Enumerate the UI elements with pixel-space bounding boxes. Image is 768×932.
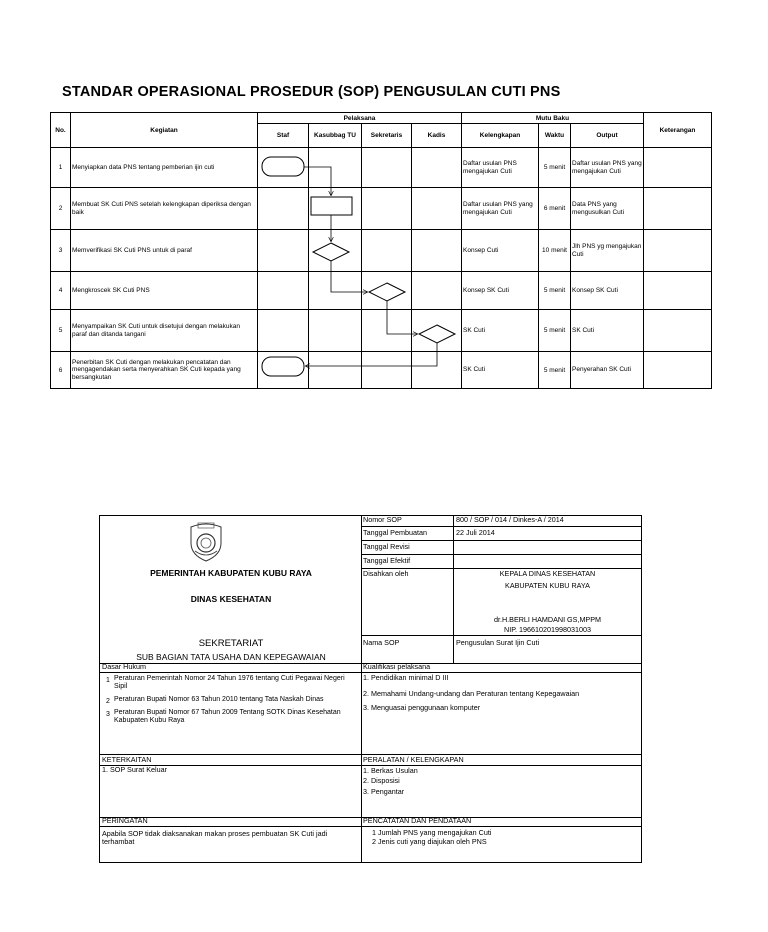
header-keterangan: Keterangan bbox=[644, 113, 712, 148]
page-title: STANDAR OPERASIONAL PROSEDUR (SOP) PENGUSULAN CUTI PNS bbox=[62, 84, 561, 100]
peralatan-item: 1. Berkas Usulan bbox=[363, 766, 418, 775]
row-output: Penyerahan SK Cuti bbox=[571, 352, 644, 389]
disahkan-line2: KABUPATEN KUBU RAYA bbox=[505, 581, 590, 590]
row-kelengkapan: Konsep Cuti bbox=[462, 230, 539, 272]
keterkaitan-value: 1. SOP Surat Keluar bbox=[102, 765, 167, 774]
peralatan-item: 2. Disposisi bbox=[363, 776, 400, 785]
kubu-raya-emblem-icon bbox=[187, 521, 225, 563]
header-sekretaris: Sekretaris bbox=[362, 124, 412, 148]
row-waktu: 5 menit bbox=[539, 310, 571, 352]
org-name: PEMERINTAH KABUPATEN KUBU RAYA bbox=[150, 568, 312, 578]
table-row bbox=[51, 188, 712, 230]
row-no: 6 bbox=[51, 352, 71, 389]
header-mutu-baku: Mutu Baku bbox=[462, 113, 644, 124]
disahkan-line1: KEPALA DINAS KESEHATAN bbox=[499, 569, 596, 578]
tgl-pembuatan-value: 22 Juli 2014 bbox=[456, 528, 495, 537]
row-output: Konsep SK Cuti bbox=[571, 272, 644, 310]
row-keterangan bbox=[644, 272, 712, 310]
row-waktu: 6 menit bbox=[539, 188, 571, 230]
header-kegiatan: Kegiatan bbox=[71, 113, 258, 148]
row-kegiatan: Memverifikasi SK Cuti PNS untuk di paraf bbox=[71, 230, 258, 272]
row-no: 3 bbox=[51, 230, 71, 272]
nomor-sop-label: Nomor SOP bbox=[363, 515, 402, 524]
tgl-revisi-label: Tanggal Revisi bbox=[363, 542, 410, 551]
row-waktu: 10 menit bbox=[539, 230, 571, 272]
dept-name: DINAS KESEHATAN bbox=[190, 594, 272, 604]
peringatan-value: Apabila SOP tidak diaksanakan makan proses pembuatan SK Cuti jadi terhambat bbox=[102, 829, 328, 846]
row-kegiatan: Membuat SK Cuti PNS setelah kelengkapan diperiksa dengan baik bbox=[71, 188, 258, 230]
pencatatan-item: 2 Jenis cuti yang diajukan oleh PNS bbox=[372, 837, 487, 846]
kualifikasi-label: Kualifikasi pelaksana bbox=[363, 662, 431, 671]
row-kelengkapan: Konsep SK Cuti bbox=[462, 272, 539, 310]
nomor-sop-value: 800 / SOP / 014 / Dinkes-A / 2014 bbox=[456, 515, 564, 524]
table-row bbox=[51, 148, 712, 188]
header-no: No. bbox=[51, 113, 71, 148]
sop-flow-table bbox=[50, 112, 712, 389]
header-kelengkapan: Kelengkapan bbox=[462, 124, 539, 148]
row-waktu: 5 menit bbox=[539, 272, 571, 310]
sub-division-name: SUB BAGIAN TATA USAHA DAN KEPEGAWAIAN bbox=[136, 652, 326, 662]
row-kelengkapan: Daftar usulan PNS mengajukan Cuti bbox=[462, 148, 539, 188]
row-keterangan bbox=[644, 230, 712, 272]
row-kegiatan: Penerbitan SK Cuti dengan melakukan pencatatan dan mengagendakan serta menyerahkan SK Cuti kepada yang bersangkutan bbox=[71, 352, 258, 389]
row-kegiatan: Mengkroscek SK Cuti PNS bbox=[71, 272, 258, 310]
kualifikasi-item: 1. Pendidikan minimal D III bbox=[363, 673, 449, 682]
row-no: 5 bbox=[51, 310, 71, 352]
nama-sop-value: Pengusulan Surat Ijin Cuti bbox=[456, 638, 540, 647]
nama-sop-label: Nama SOP bbox=[363, 638, 400, 647]
row-keterangan bbox=[644, 352, 712, 389]
header-kadis: Kadis bbox=[412, 124, 462, 148]
sop-identity-box bbox=[99, 515, 642, 863]
row-no: 1 bbox=[51, 148, 71, 188]
table-row bbox=[51, 230, 712, 272]
list-item: 3 Peraturan Bupati Nomor 67 Tahun 2009 Tentang SOTK Dinas Kesehatan Kabupaten Kubu Raya bbox=[106, 709, 341, 724]
header-pelaksana: Pelaksana bbox=[258, 113, 462, 124]
row-no: 4 bbox=[51, 272, 71, 310]
row-kelengkapan: SK Cuti bbox=[462, 352, 539, 389]
row-kegiatan: Menyiapkan data PNS tentang pemberian ijin cuti bbox=[71, 148, 258, 188]
peralatan-label: PERALATAN / KELENGKAPAN bbox=[363, 755, 464, 764]
header-output: Output bbox=[571, 124, 644, 148]
row-no: 2 bbox=[51, 188, 71, 230]
row-keterangan bbox=[644, 188, 712, 230]
kualifikasi-item: 2. Memahami Undang-undang dan Peraturan tentang Kepegawaian bbox=[363, 689, 580, 698]
row-waktu: 5 menit bbox=[539, 148, 571, 188]
tgl-efektif-label: Tanggal Efektif bbox=[363, 556, 411, 565]
keterkaitan-label: KETERKAITAN bbox=[102, 755, 152, 764]
pencatatan-item: 1 Jumlah PNS yang mengajukan Cuti bbox=[372, 828, 492, 837]
row-kelengkapan: SK Cuti bbox=[462, 310, 539, 352]
row-waktu: 5 menit bbox=[539, 352, 571, 389]
row-kegiatan: Menyampaikan SK Cuti untuk disetujui dengan melakukan paraf dan ditanda tangani bbox=[71, 310, 258, 352]
dasar-hukum-label: Dasar Hukum bbox=[102, 662, 146, 671]
list-item: 1 Peraturan Pemerintah Nomor 24 Tahun 1976 tentang Cuti Pegawai Negeri Sipil bbox=[106, 675, 345, 690]
table-row bbox=[51, 310, 712, 352]
peringatan-label: PERINGATAN bbox=[102, 816, 148, 825]
row-output: Daftar usulan PNS yang mengajukan Cuti bbox=[571, 148, 644, 188]
row-kelengkapan: Daftar usulan PNS yang mengajukan Cuti bbox=[462, 188, 539, 230]
header-kasubbag: Kasubbag TU bbox=[309, 124, 362, 148]
peralatan-item: 3. Pengantar bbox=[363, 787, 405, 796]
row-output: SK Cuti bbox=[571, 310, 644, 352]
pencatatan-label: PENCATATAN DAN PENDATAAN bbox=[363, 816, 472, 825]
list-item: 2 Peraturan Bupati Nomor 63 Tahun 2010 tentang Tata Naskah Dinas bbox=[106, 696, 324, 705]
row-keterangan bbox=[644, 310, 712, 352]
table-row bbox=[51, 352, 712, 389]
dasar-hukum-list bbox=[106, 675, 356, 730]
kualifikasi-item: 3. Menguasai penggunaan komputer bbox=[363, 703, 481, 712]
header-staf: Staf bbox=[258, 124, 309, 148]
row-output: Jlh PNS yg mengajukan Cuti bbox=[571, 230, 644, 272]
row-output: Data PNS yang mengusulkan Cuti bbox=[571, 188, 644, 230]
division-name: SEKRETARIAT bbox=[198, 638, 264, 649]
table-row bbox=[51, 272, 712, 310]
disahkan-label: Disahkan oleh bbox=[363, 569, 409, 578]
signer-nip: NIP. 196610201998031003 bbox=[504, 625, 591, 634]
header-waktu: Waktu bbox=[539, 124, 571, 148]
row-keterangan bbox=[644, 148, 712, 188]
signer-name: dr.H.BERLI HAMDANI GS,MPPM bbox=[493, 615, 602, 624]
tgl-pembuatan-label: Tanggal Pembuatan bbox=[363, 528, 427, 537]
